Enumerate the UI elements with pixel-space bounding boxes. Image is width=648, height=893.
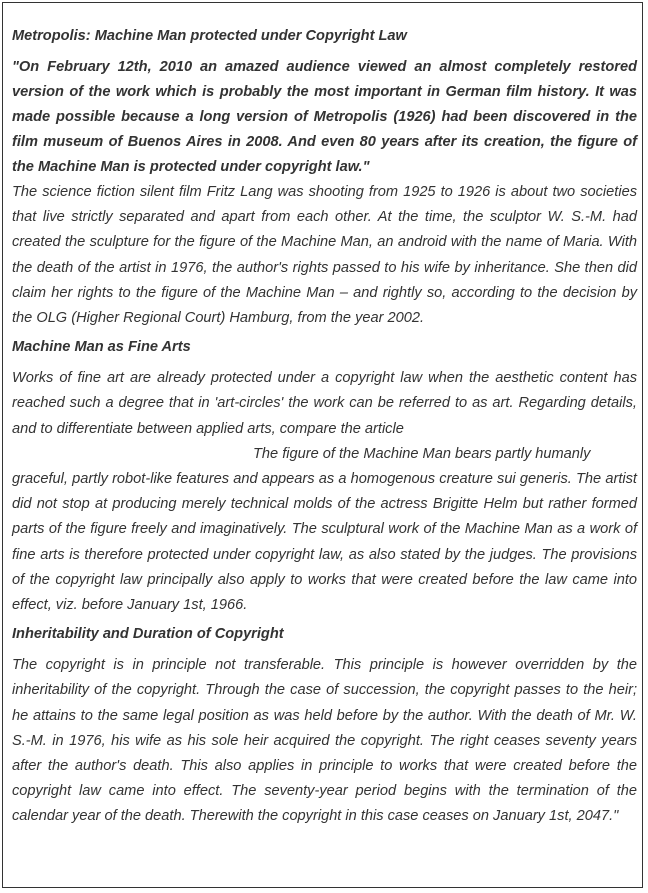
section-heading-inheritability: Inheritability and Duration of Copyright — [12, 626, 284, 643]
inheritability-paragraph: The copyright is in principle not transferable. This principle is however overridden by the inheritability of the copyright. Through the case of succession, the copyright passes to the heir; he attains to the same legal position as was held before by the author. With the death of Mr. W. S.-M. in 1976, his wife as his sole heir acquired the copyright. The right ceases seventy years after the author's death. This also applies in principle to works that were created before the copyright law came into effect. The seventy-year period begins with the termination of the calendar year of the death. Therewith the copyright in this case ceases on January 1st, 2047." — [12, 657, 637, 825]
document-title: Metropolis: Machine Man protected under Copyright Law — [12, 28, 407, 44]
document-frame — [2, 2, 643, 888]
section-heading-fine-arts: Machine Man as Fine Arts — [12, 339, 191, 356]
fine-arts-text-part2: The figure of the Machine Man bears partly humanly — [253, 445, 591, 462]
fine-arts-paragraph — [12, 366, 637, 618]
intro-paragraph: The science fiction silent film Fritz Lang was shooting from 1925 to 1926 is about two societies that live strictly separated and apart from each other. At the time, the sculptor W. S.-M. had created the sculpture for the figure of the Machine Man, an android with the name of Maria. With the death of the artist in 1976, the author's rights passed to his wife by inheritance. She then did claim her rights to the figure of the Machine Man – and rightly so, according to the decision by the OLG (Higher Regional Court) Hamburg, from the year 2002. — [12, 184, 637, 327]
fine-arts-text-part1: Works of fine art are already protected under a copyright law when the aesthetic content has reached such a degree that in 'art-circles' the work can be referred to as art. Regarding details, and to differentiate between applied arts, compare the article — [12, 370, 637, 437]
lead-quote: "On February 12th, 2010 an amazed audience viewed an almost completely restored version of the work which is probably the most important in German film history. It was made possible because a long version of Metropolis (1926) had been discovered in the film museum of Buenos Aires in 2008. And even 80 years after its creation, the figure of the Machine Man is protected under copyright law." — [12, 59, 637, 175]
document-body — [12, 25, 637, 830]
fine-arts-text-part3: graceful, partly robot-like features and appears as a homogenous creature sui generis. The artist did not stop at producing merely technical molds of the actress Brigitte Helm but rather formed parts of the figure freely and imaginatively. The sculptural work of the Machine Man as a work of fine arts is therefore protected under copyright law, as also stated by the judges. The provisions of the copyright law principally also apply to works that were created before the law came into effect, viz. before January 1st, 1966. — [12, 471, 637, 614]
